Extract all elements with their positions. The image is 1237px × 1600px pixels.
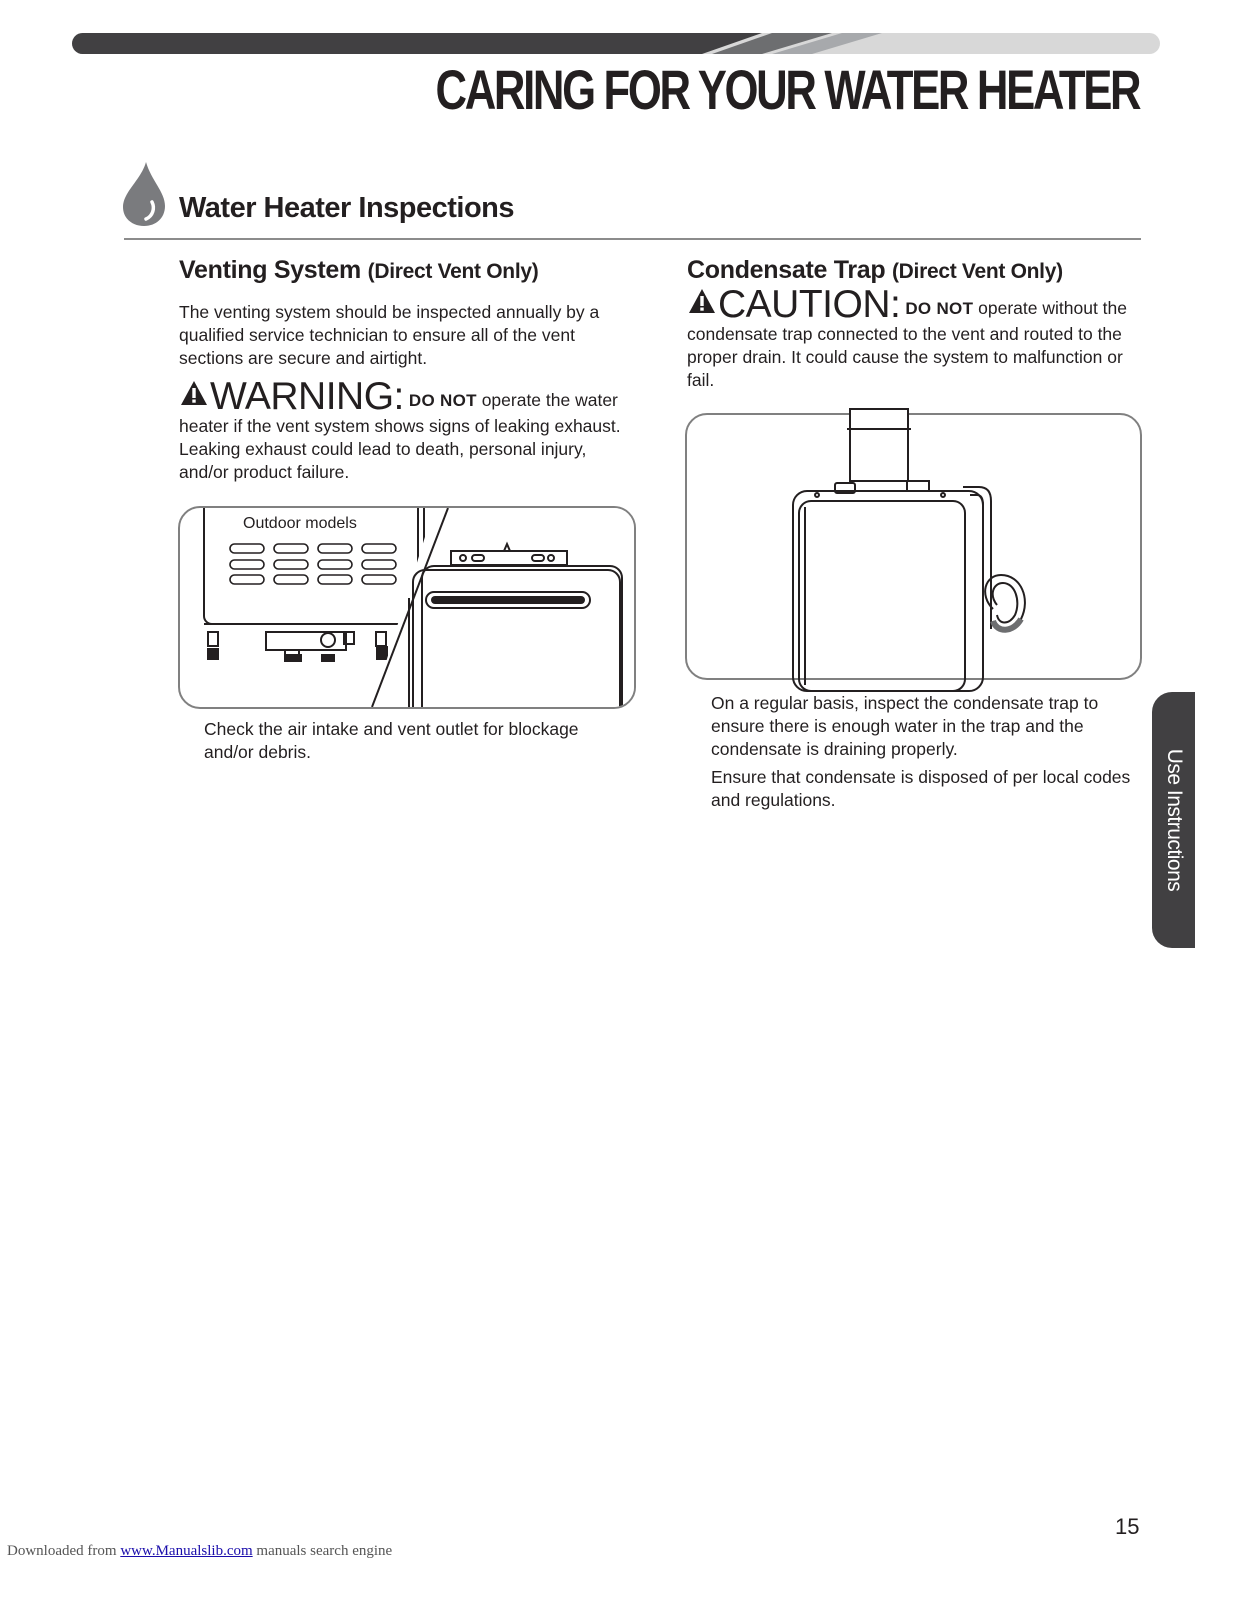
- side-tab-use-instructions[interactable]: [1152, 692, 1195, 948]
- venting-heading-text: Venting System: [179, 256, 361, 284]
- section-heading: Water Heater Inspections: [179, 192, 515, 224]
- venting-system-section: [179, 256, 639, 484]
- caution-label: CAUTION:: [718, 283, 901, 326]
- condensate-trap-section: [687, 256, 1147, 392]
- warning-label: WARNING:: [210, 375, 404, 418]
- condensate-heading: [687, 256, 1147, 285]
- warning-emphasis: DO NOT: [408, 391, 477, 410]
- page-number: 15: [1115, 1514, 1140, 1539]
- outdoor-model-figure: [178, 506, 636, 709]
- figure-label: Outdoor models: [243, 515, 357, 532]
- caution-notice: [687, 283, 1142, 392]
- side-tab-label: Use Instructions: [1162, 748, 1186, 892]
- condensate-para-1: On a regular basis, inspect the condensate trap to ensure there is enough water in the trap and the condensate is draining properly.: [711, 693, 1099, 759]
- condensate-heading-text: Condensate Trap: [687, 256, 886, 284]
- footer-prefix: Downloaded from: [7, 1543, 121, 1559]
- water-drop-icon: [119, 160, 169, 228]
- header-bar: [72, 33, 1160, 54]
- warning-triangle-icon: [179, 379, 209, 407]
- download-footer: [7, 1543, 392, 1560]
- page-title: CARING FOR YOUR WATER HEATER: [435, 58, 1139, 121]
- condensate-qualifier: (Direct Vent Only): [891, 260, 1063, 283]
- outdoor-model-illustration: [180, 508, 634, 707]
- manualslib-link[interactable]: www.Manualslib.com: [120, 1543, 253, 1559]
- caution-triangle-icon: [687, 287, 717, 315]
- condensate-trap-figure: [685, 413, 1142, 680]
- warning-text: operate the water heater if the vent system shows signs of leaking exhaust. Leaking exhaust could lead to death, personal injury, and/or product failure.: [179, 390, 621, 482]
- footer-suffix: manuals search engine: [252, 1543, 393, 1559]
- venting-heading: [179, 256, 639, 285]
- caution-text: operate without the condensate trap connected to the vent and routed to the proper drain. It could cause the system to malfunction or fail.: [687, 298, 1127, 390]
- venting-caption: Check the air intake and vent outlet for blockage and/or debris.: [204, 719, 579, 762]
- warning-notice: [179, 375, 639, 484]
- caution-emphasis: DO NOT: [905, 299, 974, 318]
- condensate-para-2: Ensure that condensate is disposed of per local codes and regulations.: [711, 767, 1131, 810]
- condensate-trap-illustration: [687, 415, 1140, 678]
- venting-qualifier: (Direct Vent Only): [367, 260, 539, 283]
- venting-body: The venting system should be inspected annually by a qualified service technician to ensure all of the vent sections are secure and airtight.: [179, 302, 600, 368]
- section-divider: [124, 238, 1141, 240]
